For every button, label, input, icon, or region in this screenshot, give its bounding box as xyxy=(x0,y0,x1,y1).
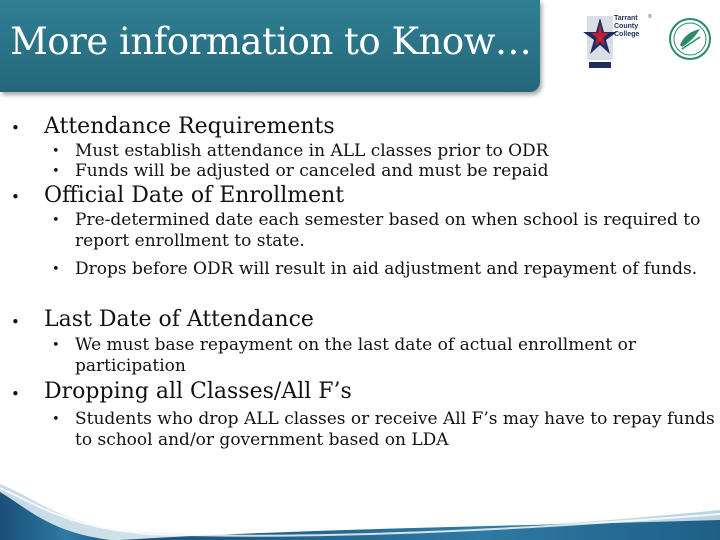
registered-mark: ® xyxy=(648,14,652,20)
list-item: Must establish attendance in ALL classes prior to ODR xyxy=(75,141,549,161)
list-item: Funds will be adjusted or canceled and must be repaid xyxy=(75,161,549,181)
heading-official-date-of-enrollment: Official Date of Enrollment xyxy=(44,183,345,208)
sub-bullet: • xyxy=(52,164,60,179)
footer-swoosh-decoration xyxy=(0,470,720,540)
heading-last-date-of-attendance: Last Date of Attendance xyxy=(44,307,314,332)
bullet: • xyxy=(11,313,20,331)
heading-dropping-all-classes: Dropping all Classes/All F’s xyxy=(44,379,352,404)
sub-bullet: • xyxy=(52,144,60,159)
sub-bullet: • xyxy=(52,338,60,353)
list-item: Drops before ODR will result in aid adjustment and repayment of funds. xyxy=(75,259,698,279)
list-item: Students who drop ALL classes or receive All F’s may have to repay funds to school and/or government based on LDA xyxy=(75,409,715,450)
bullet: • xyxy=(11,188,20,206)
heading-attendance-requirements: Attendance Requirements xyxy=(44,114,335,139)
tcc-logo-wordmark: Tarrant County College xyxy=(614,15,640,38)
slide-title: More information to Know… xyxy=(10,20,532,63)
sub-bullet: • xyxy=(52,412,60,427)
sub-bullet: • xyxy=(52,213,60,228)
sub-bullet: • xyxy=(52,262,60,277)
bullet: • xyxy=(11,119,20,137)
bullet: • xyxy=(11,385,20,403)
list-item: Pre-determined date each semester based on when school is required to report enrollment to state. xyxy=(75,210,701,251)
list-item: We must base repayment on the last date of actual enrollment or participation xyxy=(75,335,636,376)
